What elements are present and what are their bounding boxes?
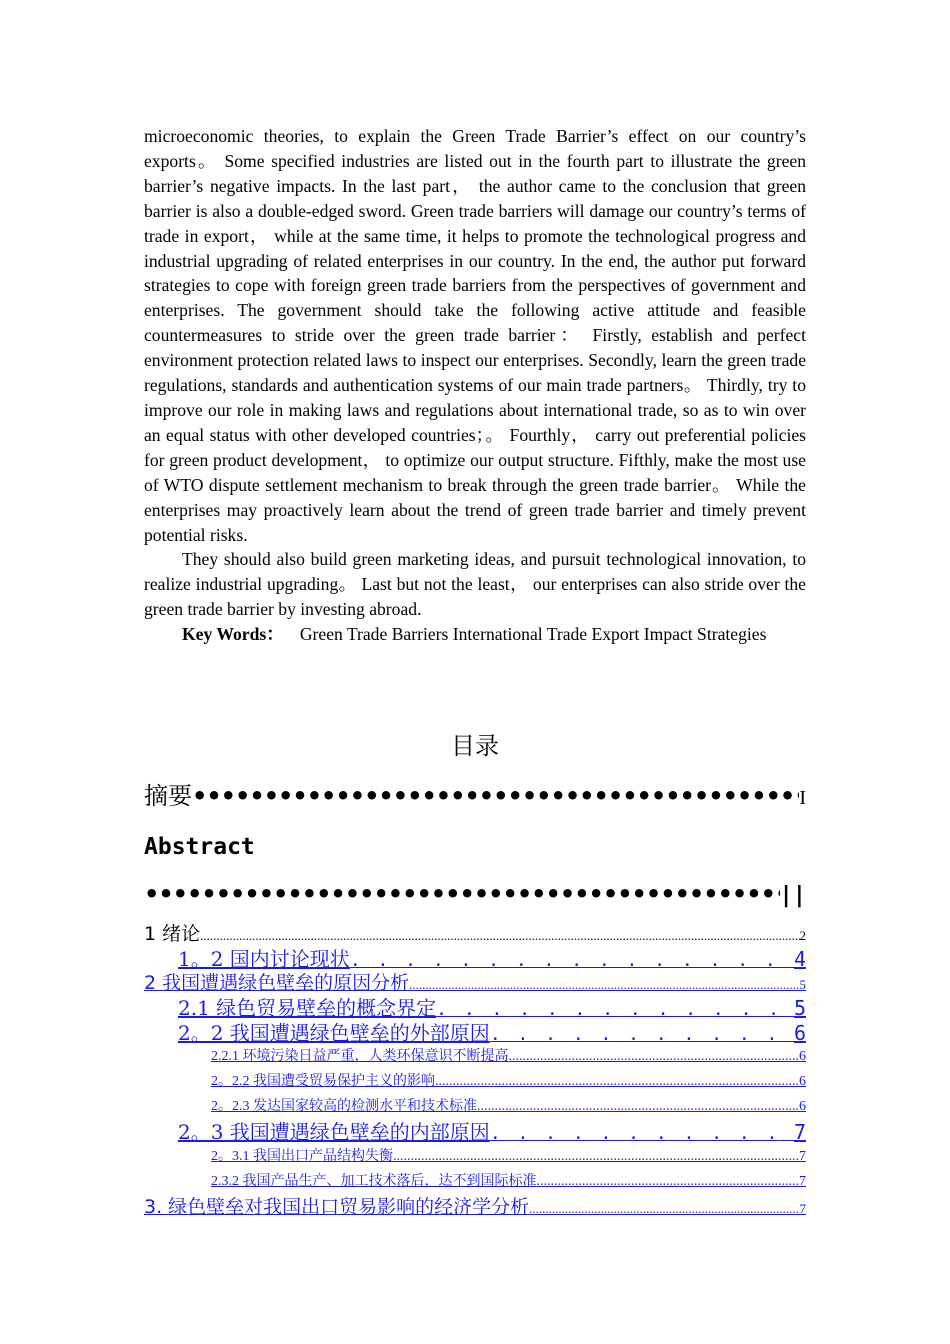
toc-entry-page: 5 bbox=[799, 977, 806, 992]
toc-entry-abstract-cn[interactable] bbox=[144, 781, 806, 813]
toc-entry-title: 1。2 国内讨论现状 bbox=[178, 947, 350, 971]
toc-entry-2-3-2[interactable] bbox=[211, 1172, 806, 1192]
toc-entry-title: 2。2.2 我国遭受贸易保护主义的影响 bbox=[211, 1074, 435, 1089]
toc-entry-2-2-2[interactable] bbox=[211, 1072, 806, 1092]
toc-entry-page: 6 bbox=[799, 1049, 806, 1064]
toc-entry-title: 3. 绿色壁垒对我国出口贸易影响的经济学分析 bbox=[144, 1196, 530, 1218]
toc-entry-abstract-en[interactable] bbox=[144, 879, 806, 911]
toc-leader bbox=[192, 781, 799, 811]
toc-entry-page: 6 bbox=[793, 1021, 806, 1045]
toc-entry-title: 2。2 我国遭遇绿色壁垒的外部原因 bbox=[178, 1021, 490, 1045]
toc-leader bbox=[537, 1172, 800, 1192]
abstract-paragraph-1: microeconomic theories, to explain the Green Trade Barrier’s effect on our country’s exports。 Some specified industries are listed out in the fourth part to illustrate the green barrier’s negative impacts. In the last part， the author came to the conclusion that green barrier is also a double-edged sword. Green trade barriers will damage our country’s terms of trade in export， while at the same time, it helps to promote the technological progress and industrial upgrading of related enterprises in our country. In the end, the author put forward strategies to cope with foreign green trade barriers from the perspectives of government and enterprises. The government should take the following active attitude and feasible countermeasures to stride over the green trade barrier： Firstly, establish and perfect environment protection related laws to inspect our enterprises. Secondly, learn the green trade regulations, standards and authentication systems of our main trade partners。 Thirdly, try to improve our role in making laws and regulations about international trade, so as to win over an equal status with other developed countries；。 Fourthly， carry out preferential policies for green product development， to optimize our output structure. Fifthly, make the most use of WTO dispute settlement mechanism to break through the green trade barrier。 While the enterprises may proactively learn about the trend of green trade barrier and timely prevent potential risks. bbox=[144, 126, 806, 545]
toc-entry-2-3[interactable] bbox=[178, 1119, 806, 1147]
abstract-paragraph-2: They should also build green marketing ideas, and pursuit technological innovation, to realize industrial upgrading。 Last but not the least， our enterprises can also stride over the green trade barrier by investing abroad. bbox=[144, 549, 806, 620]
toc-entry-page: 5 bbox=[793, 996, 806, 1020]
toc-entry-page: 7 bbox=[793, 1120, 806, 1144]
toc-entry-2-2-3[interactable] bbox=[211, 1097, 806, 1117]
toc-entry-title: 2.1 绿色贸易壁垒的概念界定 bbox=[178, 996, 437, 1020]
toc-entry-2-2-1[interactable] bbox=[211, 1047, 806, 1067]
toc-leader bbox=[200, 924, 799, 948]
toc-entry-1-2[interactable] bbox=[178, 946, 806, 974]
toc-entry-page: 7 bbox=[799, 1149, 806, 1164]
toc-entry-page: 2 bbox=[799, 928, 806, 943]
toc-entry-2[interactable] bbox=[144, 971, 806, 997]
toc-entry-title: 1 绪论 bbox=[144, 923, 201, 945]
toc-entry-2-3-1[interactable] bbox=[211, 1147, 806, 1167]
toc-leader bbox=[393, 1147, 799, 1167]
abstract-body bbox=[144, 124, 806, 647]
toc-entry-title: 2.3.2 我国产品生产、加工技术落后，达不到国际标准 bbox=[211, 1174, 537, 1189]
toc-leader bbox=[477, 1097, 799, 1117]
toc-entry-2-1[interactable] bbox=[178, 995, 806, 1023]
toc-leader bbox=[509, 1047, 800, 1067]
toc-leader bbox=[435, 1072, 799, 1092]
toc-entry-title: 2.2.1 环境污染日益严重，人类环保意识不断提高 bbox=[211, 1049, 509, 1064]
toc-entry-1[interactable] bbox=[144, 922, 806, 948]
toc-entry-page: 6 bbox=[799, 1074, 806, 1089]
toc-leader bbox=[490, 1022, 794, 1048]
toc-leader bbox=[490, 1121, 794, 1147]
toc-entry-2-2[interactable] bbox=[178, 1020, 806, 1048]
toc-entry-title: 2 我国遭遇绿色壁垒的原因分析 bbox=[144, 972, 410, 994]
toc-entry-page: 6 bbox=[799, 1099, 806, 1114]
toc-entry-page: I bbox=[799, 787, 806, 809]
toc-entry-title: 摘要 bbox=[144, 782, 192, 810]
toc-entry-title: 2。3.1 我国出口产品结构失衡 bbox=[211, 1149, 393, 1164]
keywords-line bbox=[144, 622, 806, 647]
toc-entry-abstract-en-title[interactable]: Abstract bbox=[144, 834, 255, 860]
toc-entry-page: 4 bbox=[793, 947, 806, 971]
toc-entry-page: 7 bbox=[799, 1201, 806, 1216]
toc-entry-title: 2。2.3 发达国家较高的检测水平和技术标准 bbox=[211, 1099, 477, 1114]
toc-leader bbox=[409, 973, 799, 997]
toc-leader bbox=[529, 1197, 799, 1221]
keywords-text: Green Trade Barriers International Trade Export Impact Strategies bbox=[299, 624, 767, 645]
toc-entry-3[interactable] bbox=[144, 1195, 806, 1221]
keywords-label: Key Words： bbox=[182, 624, 284, 645]
toc-entry-page: || bbox=[779, 883, 806, 908]
toc-leader bbox=[144, 879, 780, 909]
toc-entry-title: 2。3 我国遭遇绿色壁垒的内部原因 bbox=[178, 1120, 490, 1144]
toc-entry-page: 7 bbox=[799, 1174, 806, 1189]
toc-title: 目录 bbox=[451, 732, 499, 760]
